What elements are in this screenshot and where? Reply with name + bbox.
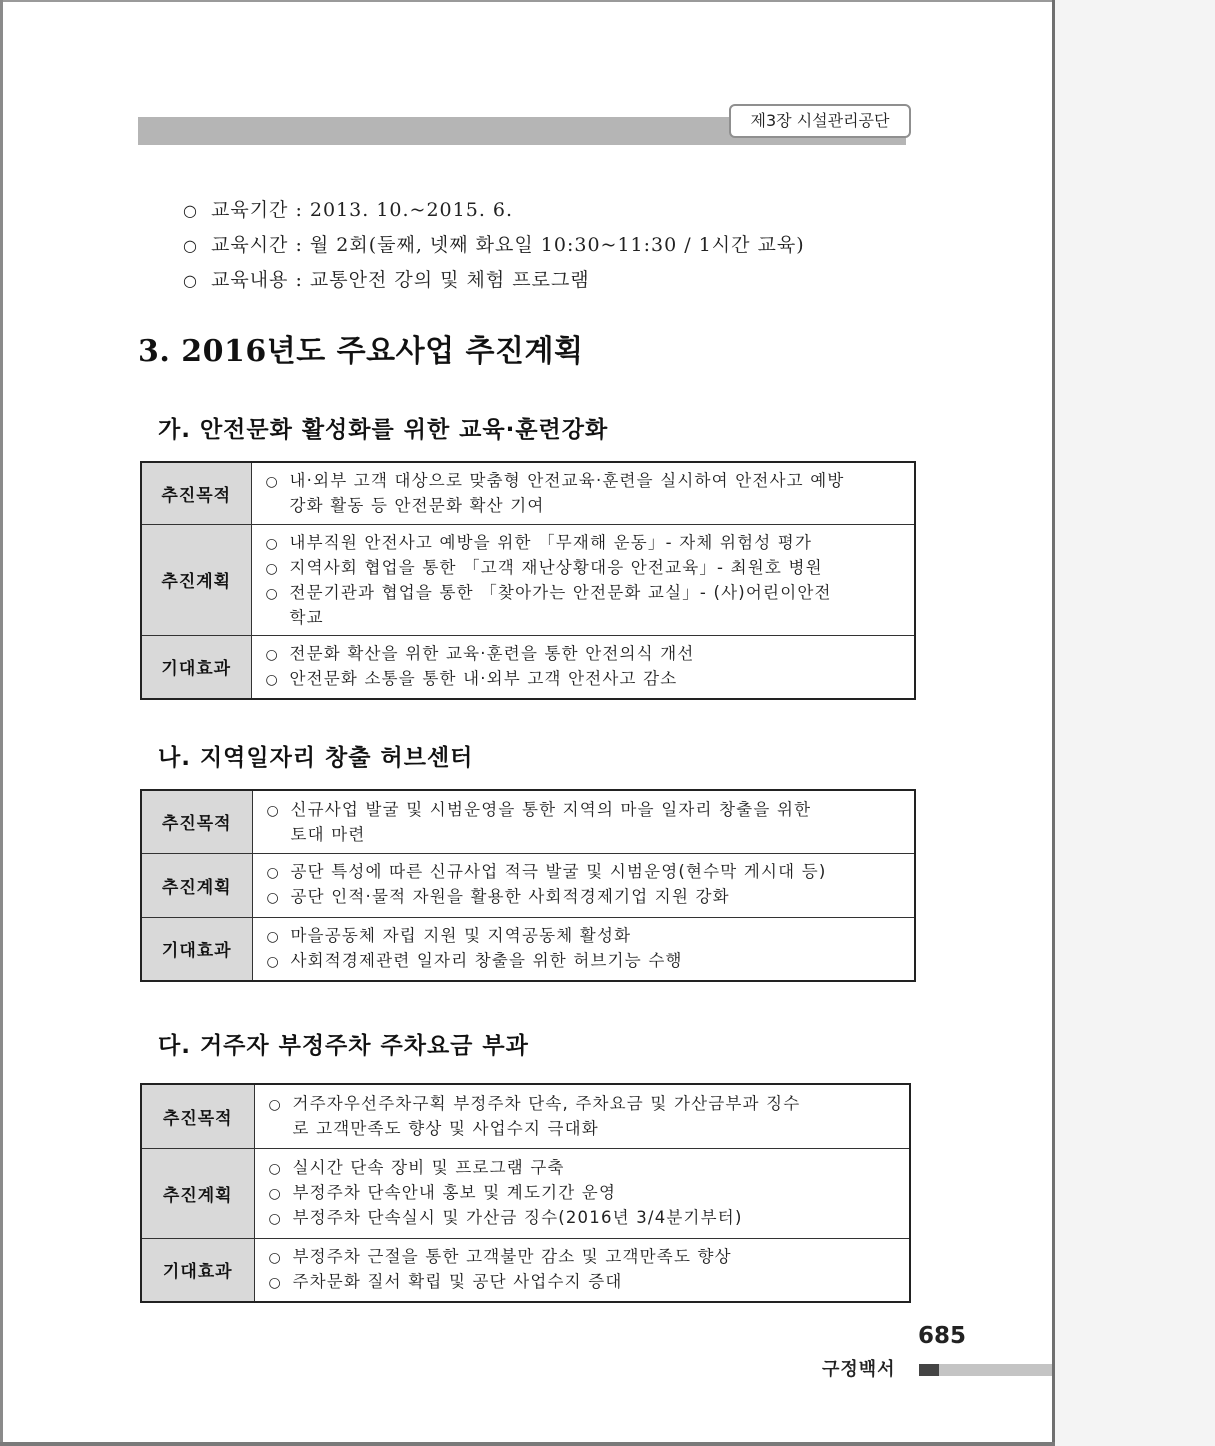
line-text: 실시간 단속 장비 및 프로그램 구축 xyxy=(292,1157,565,1177)
plan-table xyxy=(140,1083,911,1303)
bullet-mark: ○ xyxy=(268,1274,282,1291)
section-title: 3. 2016년도 주요사업 추진계획 xyxy=(138,334,584,369)
line-text: 안전문화 소통을 통한 내·외부 고객 안전사고 감소 xyxy=(289,668,678,688)
page-number: 685 xyxy=(918,1323,967,1349)
subsection-title: 가. 안전문화 활성화를 위한 교육·훈련강화 xyxy=(158,417,609,443)
bullet-mark: ○ xyxy=(266,802,280,819)
bullet-mark: ○ xyxy=(266,890,280,906)
content-line xyxy=(267,860,905,885)
content-line xyxy=(267,823,905,846)
row-label: 추진목적 xyxy=(141,1084,254,1148)
content-line xyxy=(269,1156,900,1181)
row-label: 기대효과 xyxy=(141,917,252,981)
bullet-mark: ○ xyxy=(265,535,279,552)
line-text: 내부직원 안전사고 예방을 위한 「무재해 운동」- 자체 위험성 평가 xyxy=(289,532,813,552)
table-row xyxy=(141,462,915,524)
page-edge-right xyxy=(1052,0,1055,1446)
bullet-mark: ○ xyxy=(266,865,280,881)
row-label: 추진계획 xyxy=(141,853,252,917)
content-line xyxy=(267,949,905,974)
content-line xyxy=(269,1245,900,1270)
row-content xyxy=(254,1238,910,1302)
row-content xyxy=(252,917,915,981)
chapter-tab: 제3장 시설관리공단 xyxy=(729,104,911,138)
bullet-text: 교육시간 : 월 2회(둘째, 넷째 화요일 10:30~11:30 / 1시간 교육) xyxy=(211,234,805,256)
row-label: 추진계획 xyxy=(141,1148,254,1238)
line-text: 전문화 확산을 위한 교육·훈련을 통한 안전의식 개선 xyxy=(289,643,695,663)
intro-bullet xyxy=(183,263,805,298)
bullet-mark: ○ xyxy=(266,953,280,970)
line-text: 주차문화 질서 확립 및 공단 사업수지 증대 xyxy=(292,1271,623,1291)
bullet-mark: ○ xyxy=(268,1249,282,1266)
row-content xyxy=(251,635,915,699)
table-row xyxy=(141,1084,910,1148)
content-line xyxy=(266,469,905,494)
content-line xyxy=(269,1270,900,1295)
page-shadow xyxy=(1055,0,1215,1446)
row-label: 기대효과 xyxy=(141,1238,254,1302)
intro-bullet xyxy=(183,193,805,228)
table-row xyxy=(141,1238,910,1302)
bullet-mark: ○ xyxy=(266,928,280,945)
footer-bar-accent xyxy=(919,1364,939,1376)
bullet-text: 교육내용 : 교통안전 강의 및 체험 프로그램 xyxy=(211,269,590,291)
bullet-text: 교육기간 : 2013. 10.~2015. 6. xyxy=(211,199,514,221)
content-line xyxy=(267,798,905,823)
row-content xyxy=(254,1084,910,1148)
row-label: 추진목적 xyxy=(141,790,252,853)
content-line xyxy=(266,531,905,556)
row-content xyxy=(251,462,915,524)
bullet-mark: ○ xyxy=(265,671,279,688)
content-line xyxy=(269,1092,900,1117)
line-text: 부정주차 근절을 통한 고객불만 감소 및 고객만족도 향상 xyxy=(292,1246,732,1266)
intro-bullet xyxy=(183,228,805,263)
line-text: 강화 활동 등 안전문화 확산 기여 xyxy=(289,496,545,516)
row-label: 기대효과 xyxy=(141,635,251,699)
bullet-mark: ○ xyxy=(265,560,279,577)
line-text: 학교 xyxy=(289,607,324,627)
line-text: 거주자우선주차구획 부정주차 단속, 주차요금 및 가산금부과 징수 xyxy=(292,1094,801,1114)
row-label: 추진목적 xyxy=(141,462,251,524)
bullet-mark: ○ xyxy=(183,201,198,220)
bullet-mark: ○ xyxy=(265,474,279,491)
bullet-mark: ○ xyxy=(183,236,198,255)
page-edge-left xyxy=(0,0,3,1446)
content-line xyxy=(266,556,905,581)
table-row xyxy=(141,524,915,635)
table-row xyxy=(141,1148,910,1238)
line-text: 공단 특성에 따른 신규사업 적극 발굴 및 시범운영(현수막 게시대 등) xyxy=(290,862,827,881)
footer-bar xyxy=(939,1364,1052,1376)
line-text: 토대 마련 xyxy=(290,824,366,844)
subsection-title: 다. 거주자 부정주차 주차요금 부과 xyxy=(158,1033,529,1059)
content-line xyxy=(267,885,905,910)
row-content xyxy=(252,853,915,917)
line-text: 내·외부 고객 대상으로 맞춤형 안전교육·훈련을 실시하여 안전사고 예방 xyxy=(289,471,845,491)
row-content xyxy=(254,1148,910,1238)
bullet-mark: ○ xyxy=(265,646,279,663)
content-line xyxy=(269,1206,900,1231)
content-line xyxy=(266,667,905,692)
line-text: 마을공동체 자립 지원 및 지역공동체 활성화 xyxy=(290,925,632,945)
bullet-mark: ○ xyxy=(268,1185,282,1202)
line-text: 전문기관과 협업을 통한 「찾아가는 안전문화 교실」- (사)어린이안전 xyxy=(289,582,832,602)
bullet-mark: ○ xyxy=(183,271,198,290)
table-row xyxy=(141,635,915,699)
row-content xyxy=(252,790,915,853)
content-line xyxy=(266,581,905,606)
row-content xyxy=(251,524,915,635)
table-row xyxy=(141,790,915,853)
footer-book-title: 구정백서 xyxy=(822,1359,896,1380)
bullet-mark: ○ xyxy=(265,585,279,602)
line-text: 부정주차 단속실시 및 가산금 징수(2016년 3/4분기부터) xyxy=(292,1207,743,1227)
row-label: 추진계획 xyxy=(141,524,251,635)
table-row xyxy=(141,853,915,917)
content-line xyxy=(269,1181,900,1206)
page-edge-bottom xyxy=(0,1442,1055,1446)
intro-bullet-list xyxy=(183,193,805,298)
table-row xyxy=(141,917,915,981)
line-text: 지역사회 협업을 통한 「고객 재난상황대응 안전교육」- 최원호 병원 xyxy=(289,557,823,577)
content-line xyxy=(266,642,905,667)
line-text: 로 고객만족도 향상 및 사업수지 극대화 xyxy=(292,1119,599,1139)
bullet-mark: ○ xyxy=(268,1160,282,1177)
subsection-title: 나. 지역일자리 창출 허브센터 xyxy=(158,745,474,771)
content-line xyxy=(266,494,905,517)
content-line xyxy=(269,1117,900,1140)
line-text: 공단 인적·물적 자원을 활용한 사회적경제기업 지원 강화 xyxy=(290,887,730,906)
content-line xyxy=(267,924,905,949)
bullet-mark: ○ xyxy=(268,1097,282,1114)
plan-table xyxy=(140,789,916,982)
plan-table xyxy=(140,461,916,700)
line-text: 사회적경제관련 일자리 창출을 위한 허브기능 수행 xyxy=(290,950,683,970)
page-edge-top xyxy=(0,0,1055,2)
line-text: 신규사업 발굴 및 시범운영을 통한 지역의 마을 일자리 창출을 위한 xyxy=(290,799,812,819)
content-line xyxy=(266,606,905,629)
bullet-mark: ○ xyxy=(268,1210,282,1227)
line-text: 부정주차 단속안내 홍보 및 계도기간 운영 xyxy=(292,1182,617,1202)
